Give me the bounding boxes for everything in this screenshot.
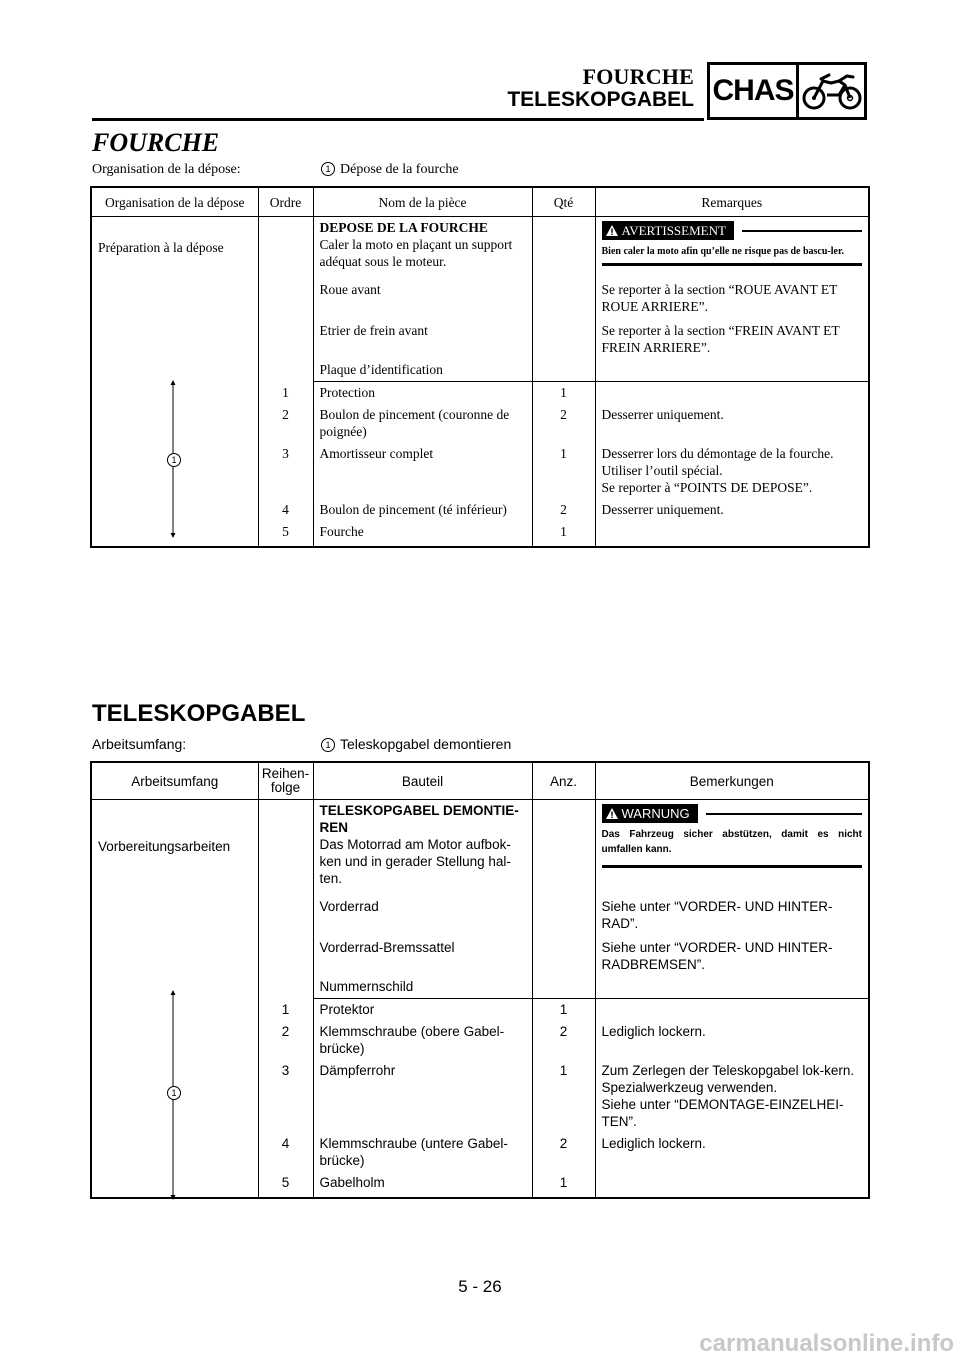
warning-text: Das Fahrzeug sicher abstützen, damit es nicht umfallen kann. [602,823,863,868]
part-name: Boulon de pincement (té inférieur) [313,499,532,521]
section-title-fr: FOURCHE [92,128,220,157]
part-order: 3 [258,1060,313,1133]
part-remark: Lediglich lockern. [601,1024,706,1039]
part-qty: 2 [532,499,595,521]
table-row [91,800,869,891]
header-title-fr: FOURCHE [582,64,694,89]
part-qty: 1 [532,443,595,499]
part-order: 1 [258,382,313,405]
part-remark [595,999,869,1022]
part-remark [595,521,869,547]
part-remark: Se reporter à la section “ROUE AVANT ET ROUE ARRIERE”. [601,282,838,314]
table-row [91,999,869,1022]
part-name: Roue avant [313,273,532,318]
prep-steps [313,217,532,274]
part-name: Gabelholm [313,1172,532,1198]
part-name: Etrier de frein avant [313,318,532,359]
part-name: Plaque d’identification [313,359,532,382]
warning-box [595,217,869,274]
removal-table-de [90,761,870,1199]
part-qty: 1 [532,1172,595,1198]
scope-label: Arbeitsumfang: [92,736,187,752]
section-title-de: TELESKOPGABEL [92,700,306,727]
header-title-de: TELESKOPGABEL [507,88,694,111]
warning-box [595,800,869,891]
scope-marker: 1 [321,162,335,176]
part-name: Nummernschild [313,976,532,999]
scope-marker: 1 [167,1086,181,1100]
part-remark: Lediglich lockern. [601,1136,706,1151]
col-header: Ordre [258,187,313,217]
col-header: Arbeitsumfang [91,762,258,800]
part-name: Vorderrad-Bremssattel [313,935,532,976]
part-name: Protektor [313,999,532,1022]
part-remark: Desserrer uniquement. [601,502,724,517]
part-order: 1 [258,999,313,1022]
scope-line-fr [92,162,459,178]
part-name: Fourche [313,521,532,547]
warning-icon [606,225,618,236]
table-header-row [91,762,869,800]
scope-marker: 1 [321,738,335,752]
table-row [91,217,869,274]
scope-text: Dépose de la fourche [340,162,459,177]
part-qty: 1 [532,382,595,405]
table-header-row [91,187,869,217]
col-header: Organisation de la dépose [91,187,258,217]
part-remark [595,359,869,382]
part-qty: 2 [532,404,595,443]
motorcycle-icon [799,65,864,117]
part-qty: 2 [532,1021,595,1060]
part-order: 4 [258,1133,313,1172]
part-remark [595,1172,869,1198]
part-remark [595,382,869,405]
col-header: Reihen- folge [258,762,313,800]
part-name: Vorderrad [313,890,532,935]
part-name: Dämpferrohr [313,1060,532,1133]
warning-tag [602,804,698,823]
part-order: 3 [258,443,313,499]
col-header: Nom de la pièce [313,187,532,217]
table-row [91,382,869,405]
scope-arrow-fr [167,380,179,538]
part-order: 2 [258,1021,313,1060]
part-remark: Desserrer uniquement. [601,407,724,422]
scope-line-de [92,736,511,752]
header-rule [92,118,704,121]
part-remark: Desserrer lors du démontage de la fourche. Utiliser l’outil spécial. Se reporter à “POINTS DE DEPOSE”. [601,446,834,495]
part-name: Klemmschraube (untere Gabel-brücke) [313,1133,532,1172]
watermark: carmanualsonline.info [699,1330,954,1357]
part-name: Amortisseur complet [313,443,532,499]
part-order: 4 [258,499,313,521]
part-remark: Siehe unter “VORDER- UND HINTER-RADBREMSEN”. [601,940,833,972]
col-header: Bauteil [313,762,532,800]
part-qty: 1 [532,1060,595,1133]
warning-tag [602,221,734,240]
part-name: Protection [313,382,532,405]
prep-step: Caler la moto en plaçant un support adéquat sous le moteur. [319,237,513,269]
scope-marker: 1 [167,453,181,467]
col-header: Remarques [595,187,869,217]
part-qty: 2 [532,1133,595,1172]
warning-label: AVERTISSEMENT [621,223,726,238]
page-number: 5 - 26 [458,1277,502,1296]
part-order: 2 [258,404,313,443]
part-qty: 1 [532,999,595,1022]
prep-label: Préparation à la dépose [91,217,258,382]
part-remark: Siehe unter “VORDER- UND HINTER-RAD”. [601,899,833,931]
scope-arrow-de [167,990,179,1200]
part-name: Boulon de pincement (couronne de poignée) [313,404,532,443]
part-remark: Zum Zerlegen der Teleskopgabel lok-kern. Spezialwerkzeug verwenden. Siehe unter “DEMONTAGE-EINZELHEI-TEN”. [601,1063,855,1129]
part-qty: 1 [532,521,595,547]
warning-text: Bien caler la moto afin qu’elle ne risque pas de bascu-ler. [602,240,863,266]
chapter-badge [707,62,867,120]
part-remark [595,976,869,999]
scope-text: Teleskopgabel demontieren [340,736,512,752]
prep-steps [313,800,532,891]
part-name: Klemmschraube (obere Gabel-brücke) [313,1021,532,1060]
col-header: Qté [532,187,595,217]
prep-label: Vorbereitungsarbeiten [91,800,258,999]
chapter-code: CHAS [710,65,799,117]
part-order: 5 [258,1172,313,1198]
col-header: Anz. [532,762,595,800]
part-remark: Se reporter à la section “FREIN AVANT ET FREIN ARRIERE”. [601,323,840,355]
prep-heading: TELESKOPGABEL DEMONTIE-REN [319,803,519,835]
col-header: Bemerkungen [595,762,869,800]
prep-heading: DEPOSE DE LA FOURCHE [319,220,488,235]
warning-label: WARNUNG [621,806,690,821]
scope-label: Organisation de la dépose: [92,162,241,177]
part-order: 5 [258,521,313,547]
prep-step: Das Motorrad am Motor aufbok-ken und in gerader Stellung hal-ten. [319,837,511,886]
removal-table-fr [90,186,870,548]
warning-icon [606,808,618,819]
